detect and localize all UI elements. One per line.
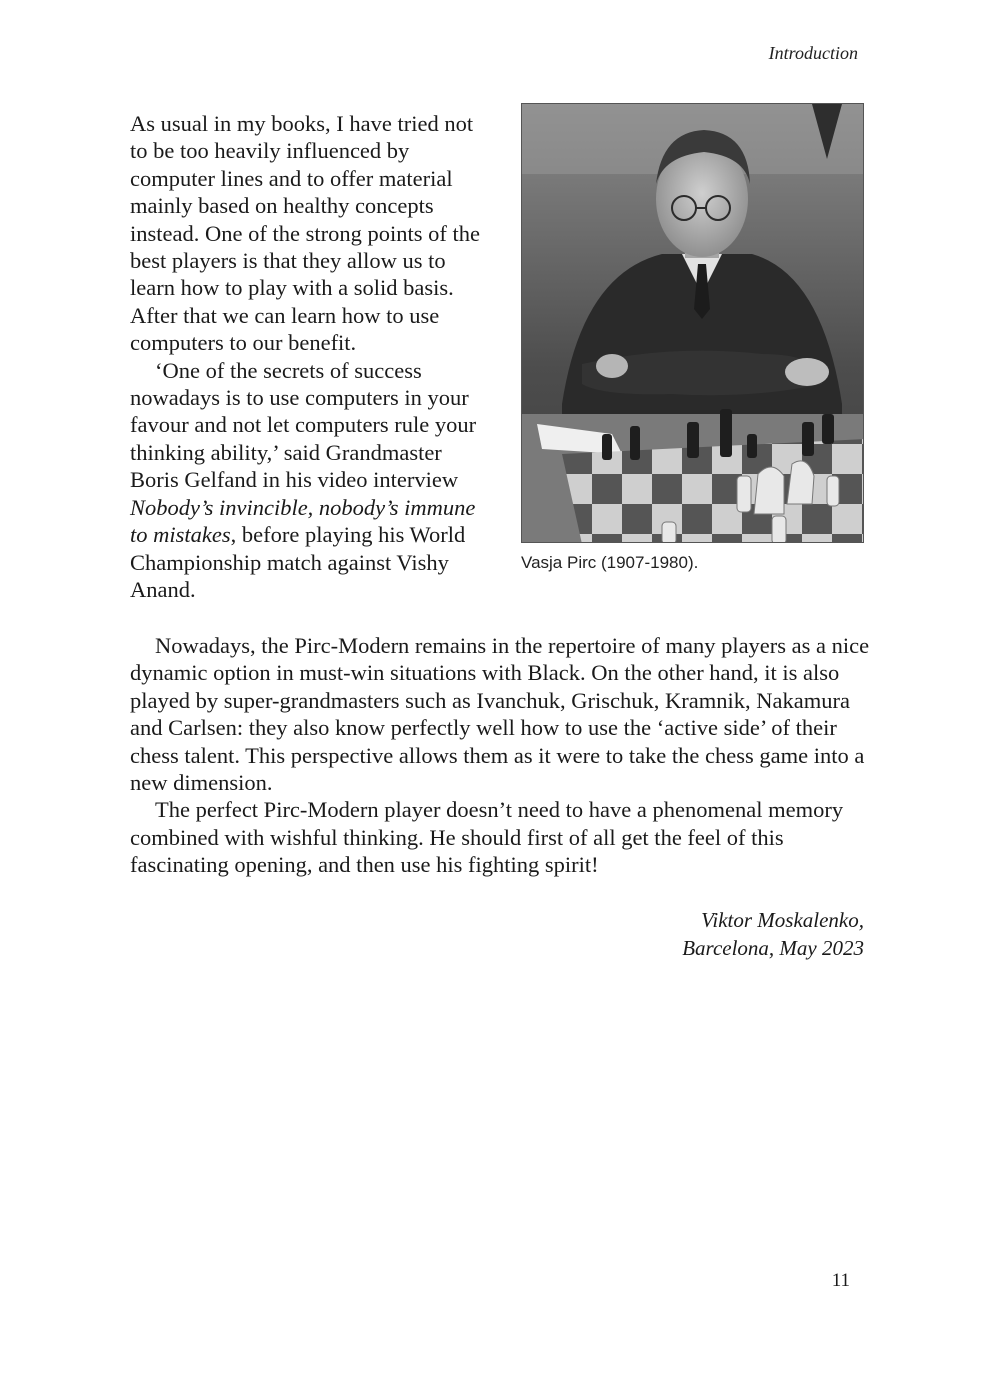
author-name: Viktor Moskalenko, (701, 908, 864, 932)
author-signature (682, 906, 864, 962)
paragraph-computers: As usual in my books, I have tried not to be too heavily influenced by computer lines and to offer material mainly based on healthy concepts instead. One of the strong points of the best players is that they allow us to learn how to play with a solid basis. After that we can learn how to use computers to our benefit. (130, 111, 480, 356)
running-head: Introduction (768, 43, 858, 63)
portrait-illustration (522, 104, 864, 543)
paragraph-pirc-modern-today: Nowadays, the Pirc-Modern remains in the repertoire of many players as a nice dynamic option in must-win situations with Black. On the other hand, it is also played by super-grandmasters such as Ivanchuk, Grischuk, Kramnik, Nakamura and Carlsen: they also know perfectly well how to use the ‘active side’ of their chess talent. This perspective allows them as it were to take the chess game into a new dimension. (130, 633, 870, 796)
quote-text: ‘One of the secrets of success nowadays is to use computers in your favour and not let computers rule your thinking ability,’ said Grandmaster Boris Gelfand in his video interview (130, 357, 477, 493)
full-width-text (130, 632, 870, 879)
paragraph-gelfand-quote (130, 357, 490, 604)
place-date: Barcelona, May 2023 (682, 936, 864, 960)
figure-caption: Vasja Pirc (1907-1980). (521, 553, 699, 572)
pirc-photo (521, 103, 864, 543)
quote-text-end: , before playing his World Championship match against Vishy Anand. (130, 522, 466, 602)
interview-title: Nobody’s invincible, nobody’s immune to mistakes (130, 494, 476, 548)
paragraph-perfect-player: The perfect Pirc-Modern player doesn’t need to have a phenomenal memory combined with wishful thinking. He should first of all get the feel of this fascinating opening, and then use his fighting spirit! (130, 797, 844, 878)
page-number: 11 (831, 1270, 850, 1291)
column-text (130, 110, 490, 603)
